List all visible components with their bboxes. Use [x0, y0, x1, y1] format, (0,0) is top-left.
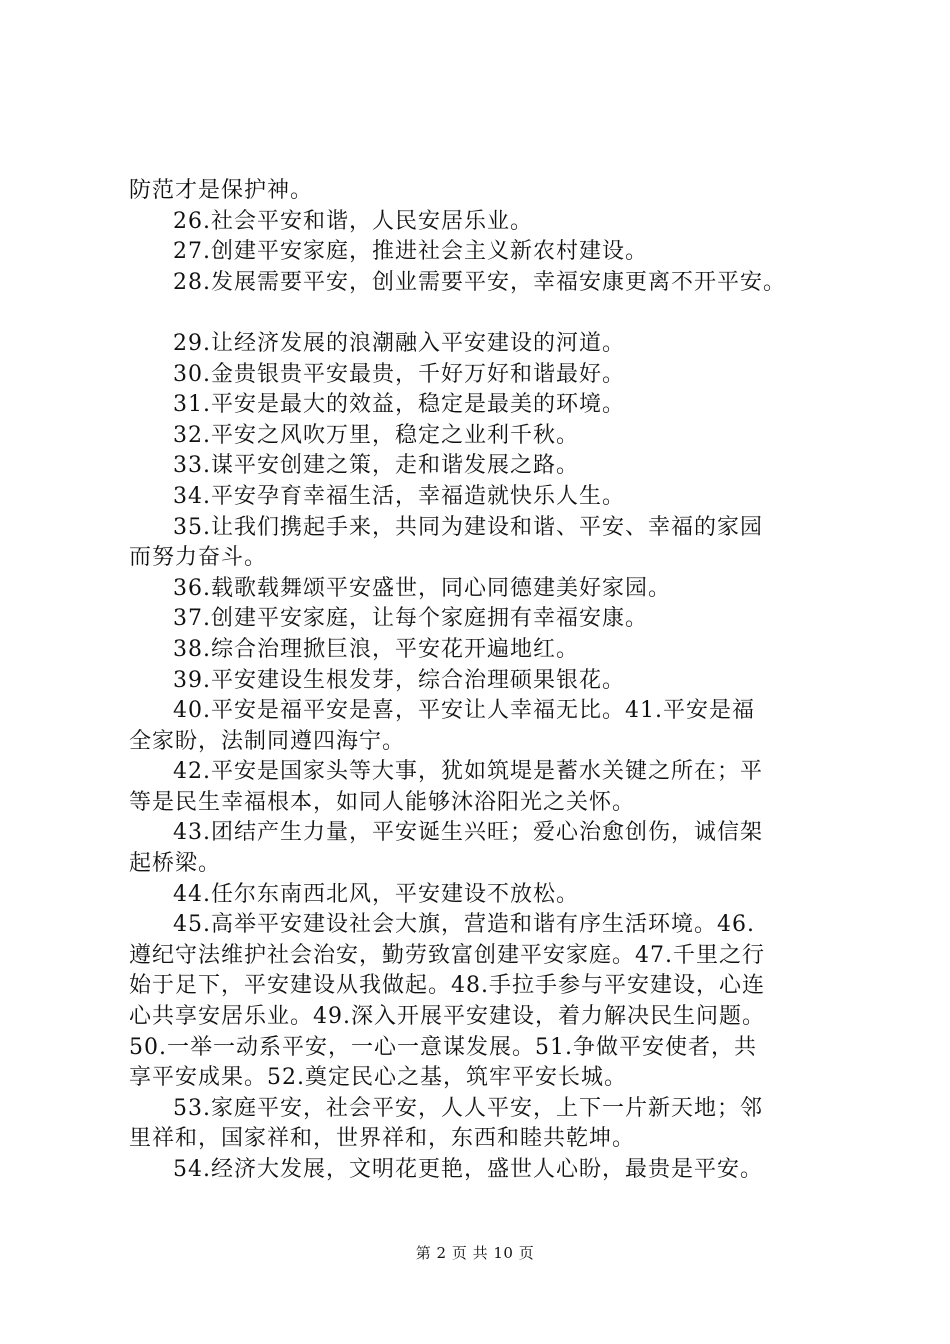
text-line: 53.家庭平安，社会平安，人人平安，上下一片新天地；邻: [173, 1095, 763, 1121]
text-line: 30.金贵银贵平安最贵，千好万好和谐最好。: [173, 361, 625, 387]
text-line: 38.综合治理掀巨浪，平安花开遍地红。: [173, 636, 579, 662]
text-line: 44.任尔东南西北风，平安建设不放松。: [173, 881, 579, 907]
text-line: 31.平安是最大的效益，稳定是最美的环境。: [173, 392, 625, 418]
text-line: 34.平安孕育幸福生活，幸福造就快乐人生。: [173, 483, 625, 509]
text-line: 而努力奋斗。: [129, 545, 268, 571]
text-line: 42.平安是国家头等大事，犹如筑堤是蓄水关键之所在；平: [173, 759, 763, 785]
text-line: 33.谋平安创建之策，走和谐发展之路。: [173, 453, 579, 479]
text-line: 27.创建平安家庭，推进社会主义新农村建设。: [173, 239, 648, 265]
text-line: 37.创建平安家庭，让每个家庭拥有幸福安康。: [173, 606, 648, 632]
text-line: 43.团结产生力量，平安诞生兴旺；爱心治愈创伤，诚信架: [173, 820, 763, 846]
text-line: 遵纪守法维护社会治安，勤劳致富创建平安家庭。47.千里之行: [129, 942, 765, 968]
text-line: 始于足下，平安建设从我做起。48.手拉手参与平安建设，心连: [129, 973, 765, 999]
text-line: 54.经济大发展，文明花更艳，盛世人心盼，最贵是平安。: [173, 1157, 763, 1182]
text-line: 等是民生幸福根本，如同人能够沐浴阳光之关怀。: [129, 789, 636, 815]
text-line: 29.让经济发展的浪潮融入平安建设的河道。: [173, 330, 625, 356]
text-line: 享平安成果。52.奠定民心之基，筑牢平安长城。: [129, 1065, 627, 1091]
text-line: 28.发展需要平安，创业需要平安，幸福安康更离不开平安。: [173, 269, 786, 295]
page-footer: 第 2 页 共 10 页: [415, 1244, 535, 1262]
text-line: 全家盼，法制同遵四海宁。: [129, 728, 406, 754]
text-line: 45.高举平安建设社会大旗，营造和谐有序生活环境。46.: [173, 912, 755, 938]
text-line: 50.一举一动系平安，一心一意谋发展。51.争做平安使者，共: [129, 1034, 757, 1060]
text-line: 35.让我们携起手来，共同为建设和谐、平安、幸福的家园: [173, 514, 763, 540]
text-line: 里祥和，国家祥和，世界祥和，东西和睦共乾坤。: [129, 1126, 636, 1152]
document-body: [129, 176, 849, 1186]
text-line: [129, 298, 849, 329]
text-line: 心共享安居乐业。49.深入开展平安建设，着力解决民生问题。: [129, 1004, 765, 1030]
text-line: 起桥梁。: [129, 851, 222, 877]
text-line: 36.载歌载舞颂平安盛世，同心同德建美好家园。: [173, 575, 671, 601]
text-line: 32.平安之风吹万里，稳定之业利千秋。: [173, 422, 579, 448]
text-line: 39.平安建设生根发芽，综合治理硕果银花。: [173, 667, 625, 693]
text-line: 40.平安是福平安是喜，平安让人幸福无比。41.平安是福: [173, 698, 755, 724]
text-line: 防范才是保护神。: [129, 178, 314, 203]
text-line: 26.社会平安和谐，人民安居乐业。: [173, 208, 533, 234]
